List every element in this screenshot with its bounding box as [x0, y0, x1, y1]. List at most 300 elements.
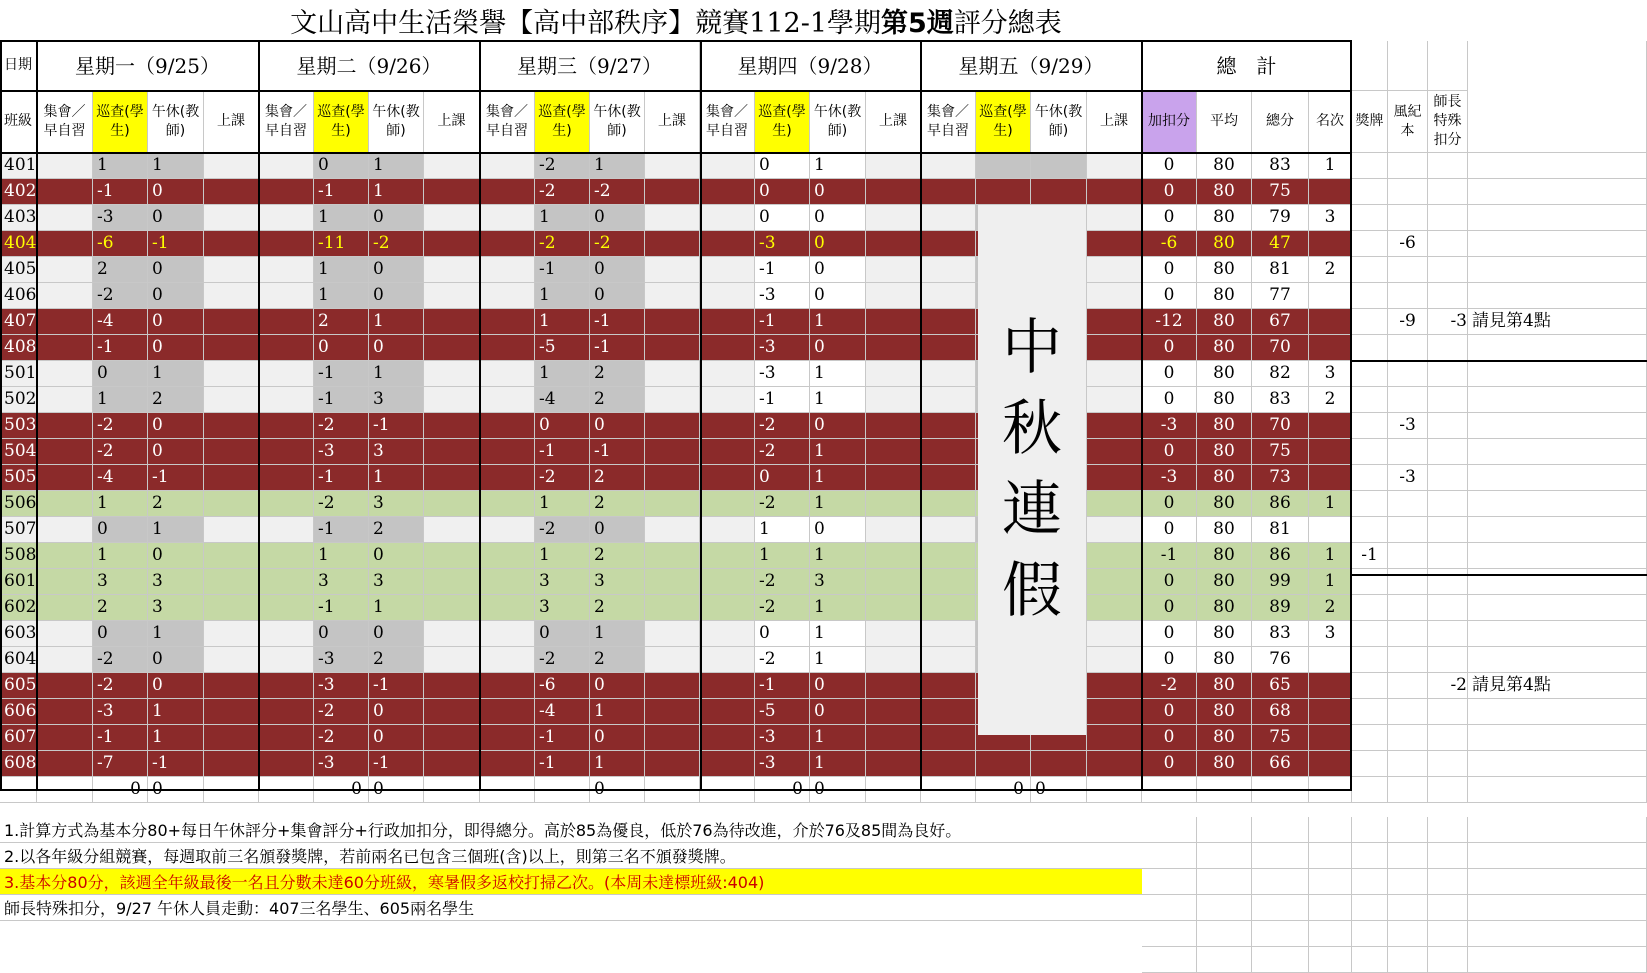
note-cell: [1468, 361, 1647, 387]
medal-cell: [1352, 153, 1388, 179]
score-cell: [1087, 439, 1142, 465]
score-cell: 2: [590, 361, 645, 387]
score-cell: [259, 465, 314, 491]
score-cell: [976, 751, 1031, 777]
rank-cell: [1309, 309, 1352, 335]
blank-cell: [1388, 41, 1428, 91]
score-cell: [1087, 543, 1142, 569]
score-cell: 1: [810, 751, 866, 777]
total-cell: 70: [1252, 413, 1309, 439]
day-header: 星期五（9/29）: [921, 41, 1142, 91]
subcol-header: 午休(教師): [590, 91, 645, 153]
blank-cell: [1352, 777, 1388, 803]
score-cell: [424, 673, 480, 699]
adjust-cell: 0: [1142, 647, 1197, 673]
score-cell: -1: [369, 413, 424, 439]
score-cell: -3: [755, 361, 810, 387]
total-cell: 81: [1252, 517, 1309, 543]
holiday-banner: [978, 205, 1086, 735]
book-cell: -9: [1388, 309, 1428, 335]
score-cell: [259, 387, 314, 413]
blank-cell: [1388, 817, 1428, 843]
score-cell: [921, 179, 976, 205]
adjust-cell: 0: [1142, 283, 1197, 309]
score-cell: [921, 335, 976, 361]
score-cell: -6: [93, 231, 148, 257]
score-cell: 2: [148, 387, 204, 413]
score-cell: [645, 595, 700, 621]
class-id: 503: [0, 413, 37, 439]
avg-cell: 80: [1197, 361, 1252, 387]
score-cell: 1: [93, 543, 148, 569]
score-cell: [37, 491, 93, 517]
rank-cell: 3: [1309, 361, 1352, 387]
score-cell: [866, 465, 921, 491]
score-cell: [480, 335, 535, 361]
book-cell: [1388, 699, 1428, 725]
score-cell: [921, 439, 976, 465]
special-cell: [1428, 439, 1468, 465]
score-cell: 3: [369, 491, 424, 517]
score-cell: -1: [93, 179, 148, 205]
subcol-header: 上課: [866, 91, 921, 153]
avg-cell: 80: [1197, 543, 1252, 569]
score-cell: -2: [755, 413, 810, 439]
score-cell: -3: [314, 673, 369, 699]
avg-cell: 80: [1197, 283, 1252, 309]
score-cell: [259, 335, 314, 361]
score-cell: -1: [93, 335, 148, 361]
score-cell: [424, 335, 480, 361]
note-cell: [1468, 231, 1647, 257]
rank-cell: [1309, 413, 1352, 439]
score-cell: 2: [369, 647, 424, 673]
medal-cell: [1352, 309, 1388, 335]
holiday-char: 假: [1002, 556, 1062, 626]
score-cell: 0: [810, 413, 866, 439]
score-cell: [921, 387, 976, 413]
note-cell: [1468, 517, 1647, 543]
special-cell: [1428, 725, 1468, 751]
score-cell: 2: [590, 387, 645, 413]
score-cell: [700, 621, 755, 647]
total-cell: 83: [1252, 387, 1309, 413]
score-cell: [645, 673, 700, 699]
score-cell: 1: [810, 309, 866, 335]
score-cell: 0: [810, 283, 866, 309]
score-cell: [204, 725, 259, 751]
blank-cell: [1142, 895, 1197, 921]
score-cell: -2: [93, 439, 148, 465]
subcol-header: 巡查(學生): [535, 91, 590, 153]
score-cell: -4: [535, 387, 590, 413]
score-cell: [37, 257, 93, 283]
score-cell: 0: [590, 673, 645, 699]
score-cell: [204, 621, 259, 647]
class-id: 506: [0, 491, 37, 517]
score-cell: 1: [535, 543, 590, 569]
score-cell: [424, 465, 480, 491]
adjust-cell: 0: [1142, 491, 1197, 517]
score-cell: -2: [369, 231, 424, 257]
score-cell: 0: [590, 517, 645, 543]
special-header: 師長特殊扣分: [1428, 91, 1468, 153]
score-cell: [204, 647, 259, 673]
note-cell: [1468, 153, 1647, 179]
adjust-cell: 0: [1142, 595, 1197, 621]
score-cell: [37, 673, 93, 699]
score-cell: 3: [314, 569, 369, 595]
blank-cell: [1252, 921, 1309, 947]
score-cell: [480, 309, 535, 335]
score-cell: 2: [590, 595, 645, 621]
class-id: 607: [0, 725, 37, 751]
medal-cell: [1352, 647, 1388, 673]
score-cell: [37, 387, 93, 413]
class-id: 406: [0, 283, 37, 309]
blank-cell: [1252, 947, 1309, 973]
class-id: 401: [0, 153, 37, 179]
class-id: 402: [0, 179, 37, 205]
score-cell: [424, 751, 480, 777]
total-cell: 89: [1252, 595, 1309, 621]
score-cell: [37, 543, 93, 569]
score-cell: [866, 699, 921, 725]
score-cell: [37, 725, 93, 751]
score-cell: [921, 517, 976, 543]
score-cell: [866, 621, 921, 647]
blank-cell: [1309, 843, 1352, 869]
score-cell: [1087, 465, 1142, 491]
rank-cell: 3: [1309, 621, 1352, 647]
blank-cell: [1197, 895, 1252, 921]
score-cell: [645, 699, 700, 725]
score-cell: [1031, 153, 1087, 179]
holiday-char: 秋: [1002, 394, 1062, 464]
title-prefix: 文山高中生活榮譽【高中部秩序】競賽112-1學期: [290, 8, 882, 39]
score-cell: [976, 153, 1031, 179]
score-cell: 1: [148, 725, 204, 751]
adjust-cell: 0: [1142, 179, 1197, 205]
medal-cell: [1352, 725, 1388, 751]
class-id: 504: [0, 439, 37, 465]
book-cell: -3: [1388, 465, 1428, 491]
score-cell: [204, 283, 259, 309]
subcol-header: 巡查(學生): [93, 91, 148, 153]
score-cell: [1087, 569, 1142, 595]
adjust-cell: -3: [1142, 465, 1197, 491]
score-cell: 1: [148, 621, 204, 647]
note-cell: [1468, 413, 1647, 439]
score-cell: [645, 569, 700, 595]
score-cell: [866, 569, 921, 595]
score-cell: [866, 309, 921, 335]
score-cell: -2: [93, 647, 148, 673]
score-cell: [204, 517, 259, 543]
score-cell: 0: [93, 361, 148, 387]
rank-cell: 1: [1309, 543, 1352, 569]
medal-cell: -1: [1352, 543, 1388, 569]
score-cell: [37, 751, 93, 777]
score-cell: [37, 205, 93, 231]
score-cell: [1087, 673, 1142, 699]
score-cell: -2: [535, 647, 590, 673]
total-cell: 77: [1252, 283, 1309, 309]
score-cell: [259, 725, 314, 751]
score-cell: [204, 751, 259, 777]
rank-cell: 1: [1309, 491, 1352, 517]
score-cell: 1: [314, 283, 369, 309]
total-cell: 76: [1252, 647, 1309, 673]
book-header: 風紀本: [1388, 91, 1428, 153]
score-cell: [645, 231, 700, 257]
score-cell: 1: [314, 543, 369, 569]
score-cell: 0: [148, 335, 204, 361]
blank-cell: [1468, 869, 1647, 895]
avg-cell: 80: [1197, 439, 1252, 465]
score-cell: -2: [535, 179, 590, 205]
score-cell: [424, 413, 480, 439]
special-cell: -2: [1428, 673, 1468, 699]
score-cell: 0: [148, 309, 204, 335]
blank-cell: [1428, 41, 1468, 91]
score-cell: [1087, 153, 1142, 179]
blank-cell: [1428, 777, 1468, 803]
medal-cell: [1352, 621, 1388, 647]
blank-cell: [1352, 41, 1388, 91]
special-cell: [1428, 283, 1468, 309]
blank-cell: [1142, 947, 1197, 973]
score-cell: [1087, 361, 1142, 387]
score-cell: 0: [148, 439, 204, 465]
blank-cell: [1309, 869, 1352, 895]
note-cell: [1468, 387, 1647, 413]
score-cell: -4: [93, 465, 148, 491]
blank-cell: [1252, 843, 1309, 869]
total-cell: 67: [1252, 309, 1309, 335]
score-cell: [645, 309, 700, 335]
score-cell: [37, 361, 93, 387]
score-cell: [645, 335, 700, 361]
avg-cell: 80: [1197, 569, 1252, 595]
score-cell: 2: [590, 465, 645, 491]
rank-cell: 1: [1309, 569, 1352, 595]
score-cell: [480, 621, 535, 647]
title-week: 第5週: [881, 8, 954, 39]
adjust-cell: 0: [1142, 153, 1197, 179]
total-cell: 66: [1252, 751, 1309, 777]
score-cell: [921, 543, 976, 569]
score-cell: 3: [369, 387, 424, 413]
score-cell: 1: [590, 699, 645, 725]
score-cell: -2: [93, 673, 148, 699]
score-cell: [37, 309, 93, 335]
special-cell: [1428, 257, 1468, 283]
class-id: 502: [0, 387, 37, 413]
score-cell: [1087, 283, 1142, 309]
blank-cell: [1428, 895, 1468, 921]
score-cell: [921, 621, 976, 647]
special-cell: [1428, 179, 1468, 205]
blank-cell: [1352, 921, 1388, 947]
total-cell: 79: [1252, 205, 1309, 231]
score-cell: 1: [148, 699, 204, 725]
special-cell: [1428, 205, 1468, 231]
adjust-cell: 0: [1142, 751, 1197, 777]
score-cell: [424, 621, 480, 647]
score-cell: [700, 439, 755, 465]
score-cell: -1: [755, 309, 810, 335]
blank-cell: [1468, 817, 1647, 843]
avg-cell: 80: [1197, 725, 1252, 751]
subcol-header: 巡查(學生): [976, 91, 1031, 153]
score-cell: [1031, 179, 1087, 205]
rank-cell: 2: [1309, 595, 1352, 621]
score-cell: [424, 231, 480, 257]
score-cell: [645, 439, 700, 465]
medal-cell: [1352, 673, 1388, 699]
blank-cell: [1142, 921, 1197, 947]
subcol-header: 午休(教師): [810, 91, 866, 153]
score-cell: 0: [369, 335, 424, 361]
blank-cell: [1252, 869, 1309, 895]
score-cell: [921, 647, 976, 673]
score-cell: -1: [590, 439, 645, 465]
score-cell: -1: [314, 361, 369, 387]
score-cell: 1: [93, 491, 148, 517]
score-cell: [1031, 751, 1087, 777]
score-cell: [921, 725, 976, 751]
note-cell: [1468, 751, 1647, 777]
title-suffix: 評分總表: [953, 8, 1062, 39]
blank-cell: [1388, 921, 1428, 947]
book-cell: [1388, 179, 1428, 205]
score-cell: [259, 621, 314, 647]
blank-cell: [1197, 869, 1252, 895]
blank-cell: [1197, 843, 1252, 869]
special-cell: [1428, 647, 1468, 673]
score-cell: -1: [590, 309, 645, 335]
score-cell: [204, 413, 259, 439]
score-cell: 2: [369, 517, 424, 543]
score-cell: [204, 205, 259, 231]
score-cell: 0: [369, 257, 424, 283]
score-cell: 1: [810, 491, 866, 517]
score-cell: [645, 647, 700, 673]
score-cell: [424, 725, 480, 751]
score-cell: -7: [93, 751, 148, 777]
score-cell: [921, 595, 976, 621]
score-cell: [424, 439, 480, 465]
score-cell: 1: [810, 361, 866, 387]
score-cell: [480, 517, 535, 543]
score-cell: [645, 387, 700, 413]
score-cell: 2: [314, 309, 369, 335]
class-id: 505: [0, 465, 37, 491]
score-cell: [204, 309, 259, 335]
special-cell: [1428, 751, 1468, 777]
score-cell: [480, 673, 535, 699]
score-cell: 2: [93, 257, 148, 283]
score-cell: [866, 153, 921, 179]
subcol-header: 集會／早自習: [37, 91, 93, 153]
score-cell: 3: [148, 569, 204, 595]
blank-cell: [1428, 869, 1468, 895]
score-cell: [37, 283, 93, 309]
score-cell: [1087, 647, 1142, 673]
total-cell: 83: [1252, 621, 1309, 647]
score-cell: [700, 361, 755, 387]
score-cell: [480, 283, 535, 309]
score-cell: [645, 361, 700, 387]
day-header: 星期二（9/26）: [259, 41, 480, 91]
score-cell: -2: [535, 231, 590, 257]
adjust-cell: -12: [1142, 309, 1197, 335]
score-cell: -3: [314, 647, 369, 673]
score-cell: [37, 595, 93, 621]
special-cell: [1428, 543, 1468, 569]
score-cell: 0: [755, 621, 810, 647]
score-cell: [921, 283, 976, 309]
adjust-cell: 0: [1142, 699, 1197, 725]
score-cell: -2: [755, 569, 810, 595]
class-id: 602: [0, 595, 37, 621]
avg-cell: 80: [1197, 179, 1252, 205]
score-cell: -2: [314, 413, 369, 439]
note-cell: [1468, 725, 1647, 751]
special-cell: [1428, 699, 1468, 725]
avg-cell: 80: [1197, 231, 1252, 257]
blank-cell: [1352, 817, 1388, 843]
total-cell: 65: [1252, 673, 1309, 699]
score-cell: 0: [810, 517, 866, 543]
score-cell: [700, 257, 755, 283]
rank-cell: [1309, 231, 1352, 257]
score-cell: 0: [810, 335, 866, 361]
subcol-header: 上課: [424, 91, 480, 153]
score-cell: 2: [93, 595, 148, 621]
blank-cell: [1468, 843, 1647, 869]
special-cell: [1428, 595, 1468, 621]
score-cell: [921, 673, 976, 699]
score-cell: [866, 257, 921, 283]
book-cell: [1388, 595, 1428, 621]
avg-cell: 80: [1197, 673, 1252, 699]
score-cell: 0: [148, 283, 204, 309]
blank-cell: [1352, 947, 1388, 973]
class-id: 404: [0, 231, 37, 257]
day-header: 星期四（9/28）: [700, 41, 921, 91]
score-cell: [37, 647, 93, 673]
score-cell: 0: [148, 647, 204, 673]
score-cell: [204, 569, 259, 595]
book-cell: [1388, 153, 1428, 179]
score-cell: 0: [93, 621, 148, 647]
score-cell: -3: [755, 725, 810, 751]
score-cell: 0: [535, 413, 590, 439]
score-cell: [1087, 257, 1142, 283]
score-cell: 1: [810, 439, 866, 465]
score-cell: [700, 153, 755, 179]
total-header: 總 計: [1142, 41, 1352, 91]
score-cell: 3: [369, 439, 424, 465]
score-cell: [921, 751, 976, 777]
score-cell: -11: [314, 231, 369, 257]
avg-cell: 80: [1197, 699, 1252, 725]
score-cell: [204, 465, 259, 491]
score-cell: -1: [314, 595, 369, 621]
avg-cell: 80: [1197, 491, 1252, 517]
